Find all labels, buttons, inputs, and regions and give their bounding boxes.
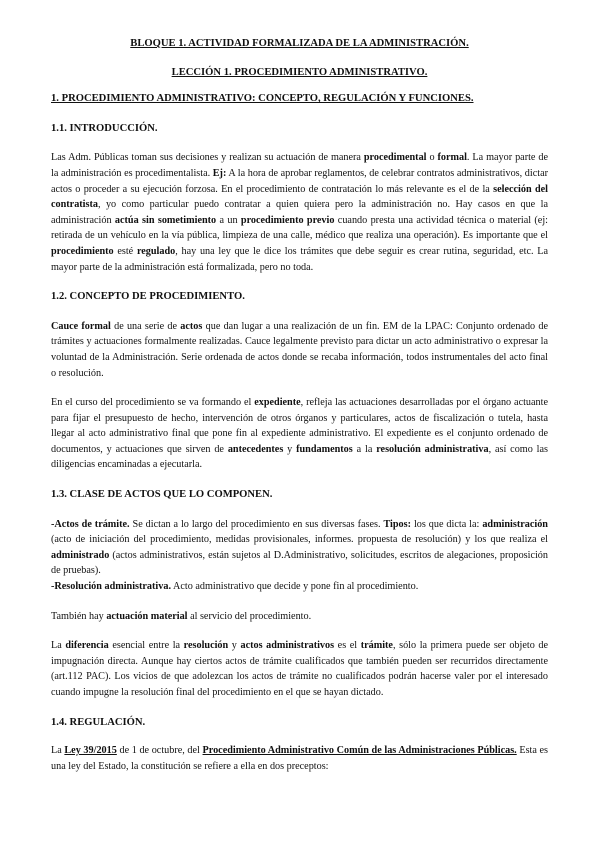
acts-heading: 1.3. CLASE DE ACTOS QUE LO COMPONEN. — [51, 489, 273, 501]
concept-paragraph-1: Cauce formal de una serie de actos que dan lugar a una realización de un fin. EM de la LPAC: Conjunto ordenado de trámites y actuaciones formalmente realizadas. Cauce legalmente previsto para dictar un acto administrativo o expresar la voluntad de la Administración. Serie ordenada de actos donde se recaba información, todos instrumentales del acto final o resolución. — [51, 320, 548, 379]
lesson-title: LECCIÓN 1. PROCEDIMIENTO ADMINISTRATIVO. — [171, 66, 428, 78]
intro-heading: 1.1. INTRODUCCIÓN. — [51, 122, 158, 134]
acts-paragraph-material: También hay actuación material al servicio del procedimiento. — [51, 610, 312, 622]
regulation-heading: 1.4. REGULACIÓN. — [51, 716, 146, 728]
concept-heading: 1.2. CONCEPTO DE PROCEDIMIENTO. — [51, 291, 245, 303]
law-title: Procedimiento Administrativo Común de las Administraciones Públicas. — [202, 745, 517, 757]
regulation-paragraph: La Ley 39/2015 de 1 de octubre, del Procedimiento Administrativo Común de las Administraciones Públicas. Esta es una ley del Estado, la constitución se refiere a ella en dos preceptos: — [51, 745, 549, 772]
acts-paragraph-tramite: -Actos de trámite. Se dictan a lo largo del procedimiento en sus diversas fases. Tipos: los que dicta la: administración (acto de iniciación del procedimiento, medidas provisionales, informes. propuesta de resolución) y los que realiza el administrado (actos administrativos, están sujetos al D.Administrativo, solicitudes, escritos de alegaciones, proposición de pruebas). — [51, 518, 548, 577]
law-reference: Ley 39/2015 — [64, 745, 117, 757]
acts-paragraph-resolucion: -Resolución administrativa. Acto administrativo que decide y pone fin al procedimiento. — [51, 581, 419, 593]
section-1-title: 1. PROCEDIMIENTO ADMINISTRATIVO: CONCEPTO, REGULACIÓN Y FUNCIONES. — [51, 93, 474, 105]
acts-paragraph-diferencia: La diferencia esencial entre la resolución y actos administrativos es el trámite, sólo la primera puede ser objeto de impugnación directa. Aunque hay ciertos actos de trámite cualificados que también pueden ser recurridos directamente (art.112 PAC). Los vicios de que adolezcan los actos de trámite no cualificados podrán hacerse valer por el interesado cuando impugne la resolución final del procedimiento en el que se hayan dictado. — [51, 640, 548, 698]
concept-paragraph-2: En el curso del procedimiento se va formando el expediente, refleja las actuaciones desarrolladas por el órgano actuante para fijar el presupuesto de hecho, intervención de otros órganos y particulares, actos de fiscalización o tutela, hasta llegar al acto administrativo final que pone fin al expediente administrativo. El expediente es el conjunto ordenado de documentos, y actuaciones que sirven de antecedentes y fundamentos a la resolución administrativa, así como las diligencias encaminadas a ejecutarla. — [51, 397, 549, 471]
intro-paragraph: Las Adm. Públicas toman sus decisiones y realizan su actuación de manera procedimental o formal. La mayor parte de la administración es procedimentalista. Ej: A la hora de aprobar reglamentos, de celebrar contratos administrativos, dictar actos o proceder a su ejecución forzosa. En el procedimiento de contratación lo más relevante es el de la selección del contratista, yo como particular puedo contratar a quien quiera pero la administración no. Hay casos en que la administración actúa sin sometimiento a un procedimiento previo cuando presta una actividad técnica o material (ej: retirada de un vehículo en la vía pública, limpieza de una calle, médico que realiza una operación). Es importante que el procedimiento esté regulado, hay una ley que le dice los trámites que debe seguir es crear rutina, seguridad, etc. La mayor parte de la administración está formalizada, pero no toda. — [51, 152, 548, 273]
block-title: BLOQUE 1. ACTIVIDAD FORMALIZADA DE LA ADMINISTRACIÓN. — [130, 38, 469, 49]
